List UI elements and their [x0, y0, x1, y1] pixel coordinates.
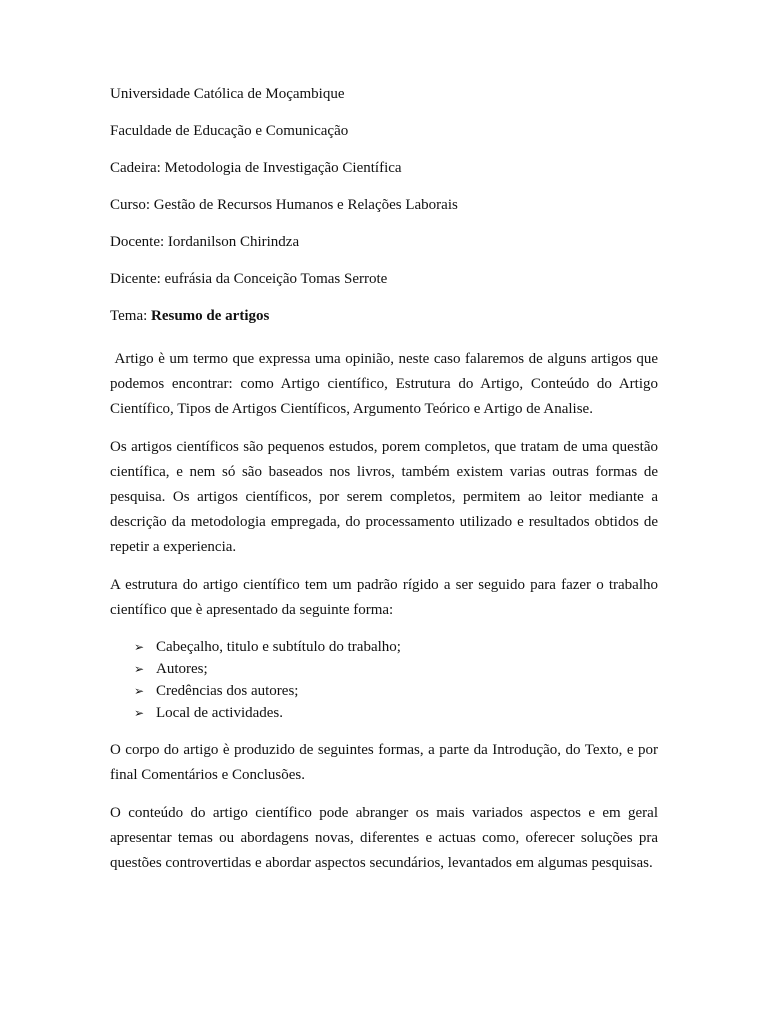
university-line: Universidade Católica de Moçambique — [110, 86, 345, 102]
lecturer-line: Docente: Iordanilson Chirindza — [110, 234, 300, 250]
paragraph-intro: Artigo è um termo que expressa uma opinião, neste caso falaremos de alguns artigos que podemos encontrar: como Artigo científico, Estrutura do Artigo, Conteúdo do Artigo Científico, Tipos de Artigos Científicos, Argumento Teórico e Artigo de Analise. — [110, 351, 658, 417]
arrow-bullet-icon: ➢ — [134, 662, 145, 676]
list-item — [134, 702, 658, 724]
document-page — [110, 84, 658, 889]
list-item — [134, 636, 658, 658]
arrow-bullet-icon: ➢ — [134, 640, 145, 654]
list-item-text: Autores; — [156, 661, 208, 677]
paragraph-structure: A estrutura do artigo científico tem um padrão rígido a ser seguido para fazer o trabalho científico que è apresentado da seguinte forma: — [110, 577, 658, 618]
list-item — [134, 658, 658, 680]
arrow-bullet-icon: ➢ — [134, 706, 145, 720]
topic-label: Tema: — [110, 308, 152, 324]
arrow-bullet-icon: ➢ — [134, 684, 145, 698]
topic-value: Resumo de artigos — [151, 308, 270, 324]
list-item — [134, 680, 658, 702]
list-item-text: Cabeçalho, titulo e subtítulo do trabalho; — [156, 639, 401, 655]
list-item-text: Local de actividades. — [156, 705, 284, 721]
paragraph-definition: Os artigos científicos são pequenos estudos, porem completos, que tratam de uma questão científica, e nem só são baseados nos livros, também existem varias outras formas de pesquisa. Os artigos científicos, por serem completos, permitem ao leitor mediante a descrição da metodologia empregada, do processamento utilizado e resultados obtidos de repetir a experiencia. — [110, 439, 658, 555]
structure-list — [134, 636, 658, 724]
faculty-line: Faculdade de Educação e Comunicação — [110, 123, 349, 139]
topic-line — [110, 306, 658, 326]
paragraph-body: O corpo do artigo è produzido de seguintes formas, a parte da Introdução, do Texto, e por final Comentários e Conclusões. — [110, 742, 658, 783]
course-unit-line: Cadeira: Metodologia de Investigação Científica — [110, 160, 402, 176]
student-line: Dicente: eufrásia da Conceição Tomas Serrote — [110, 271, 388, 287]
list-item-text: Credências dos autores; — [156, 683, 299, 699]
paragraph-content: O conteúdo do artigo científico pode abranger os mais variados aspectos e em geral apresentar temas ou abordagens novas, diferentes e actuas como, oferecer soluções pra questões controvertidas e abordar aspectos secundários, levantados em algumas pesquisas. — [110, 805, 658, 871]
program-line: Curso: Gestão de Recursos Humanos e Relações Laborais — [110, 197, 458, 213]
